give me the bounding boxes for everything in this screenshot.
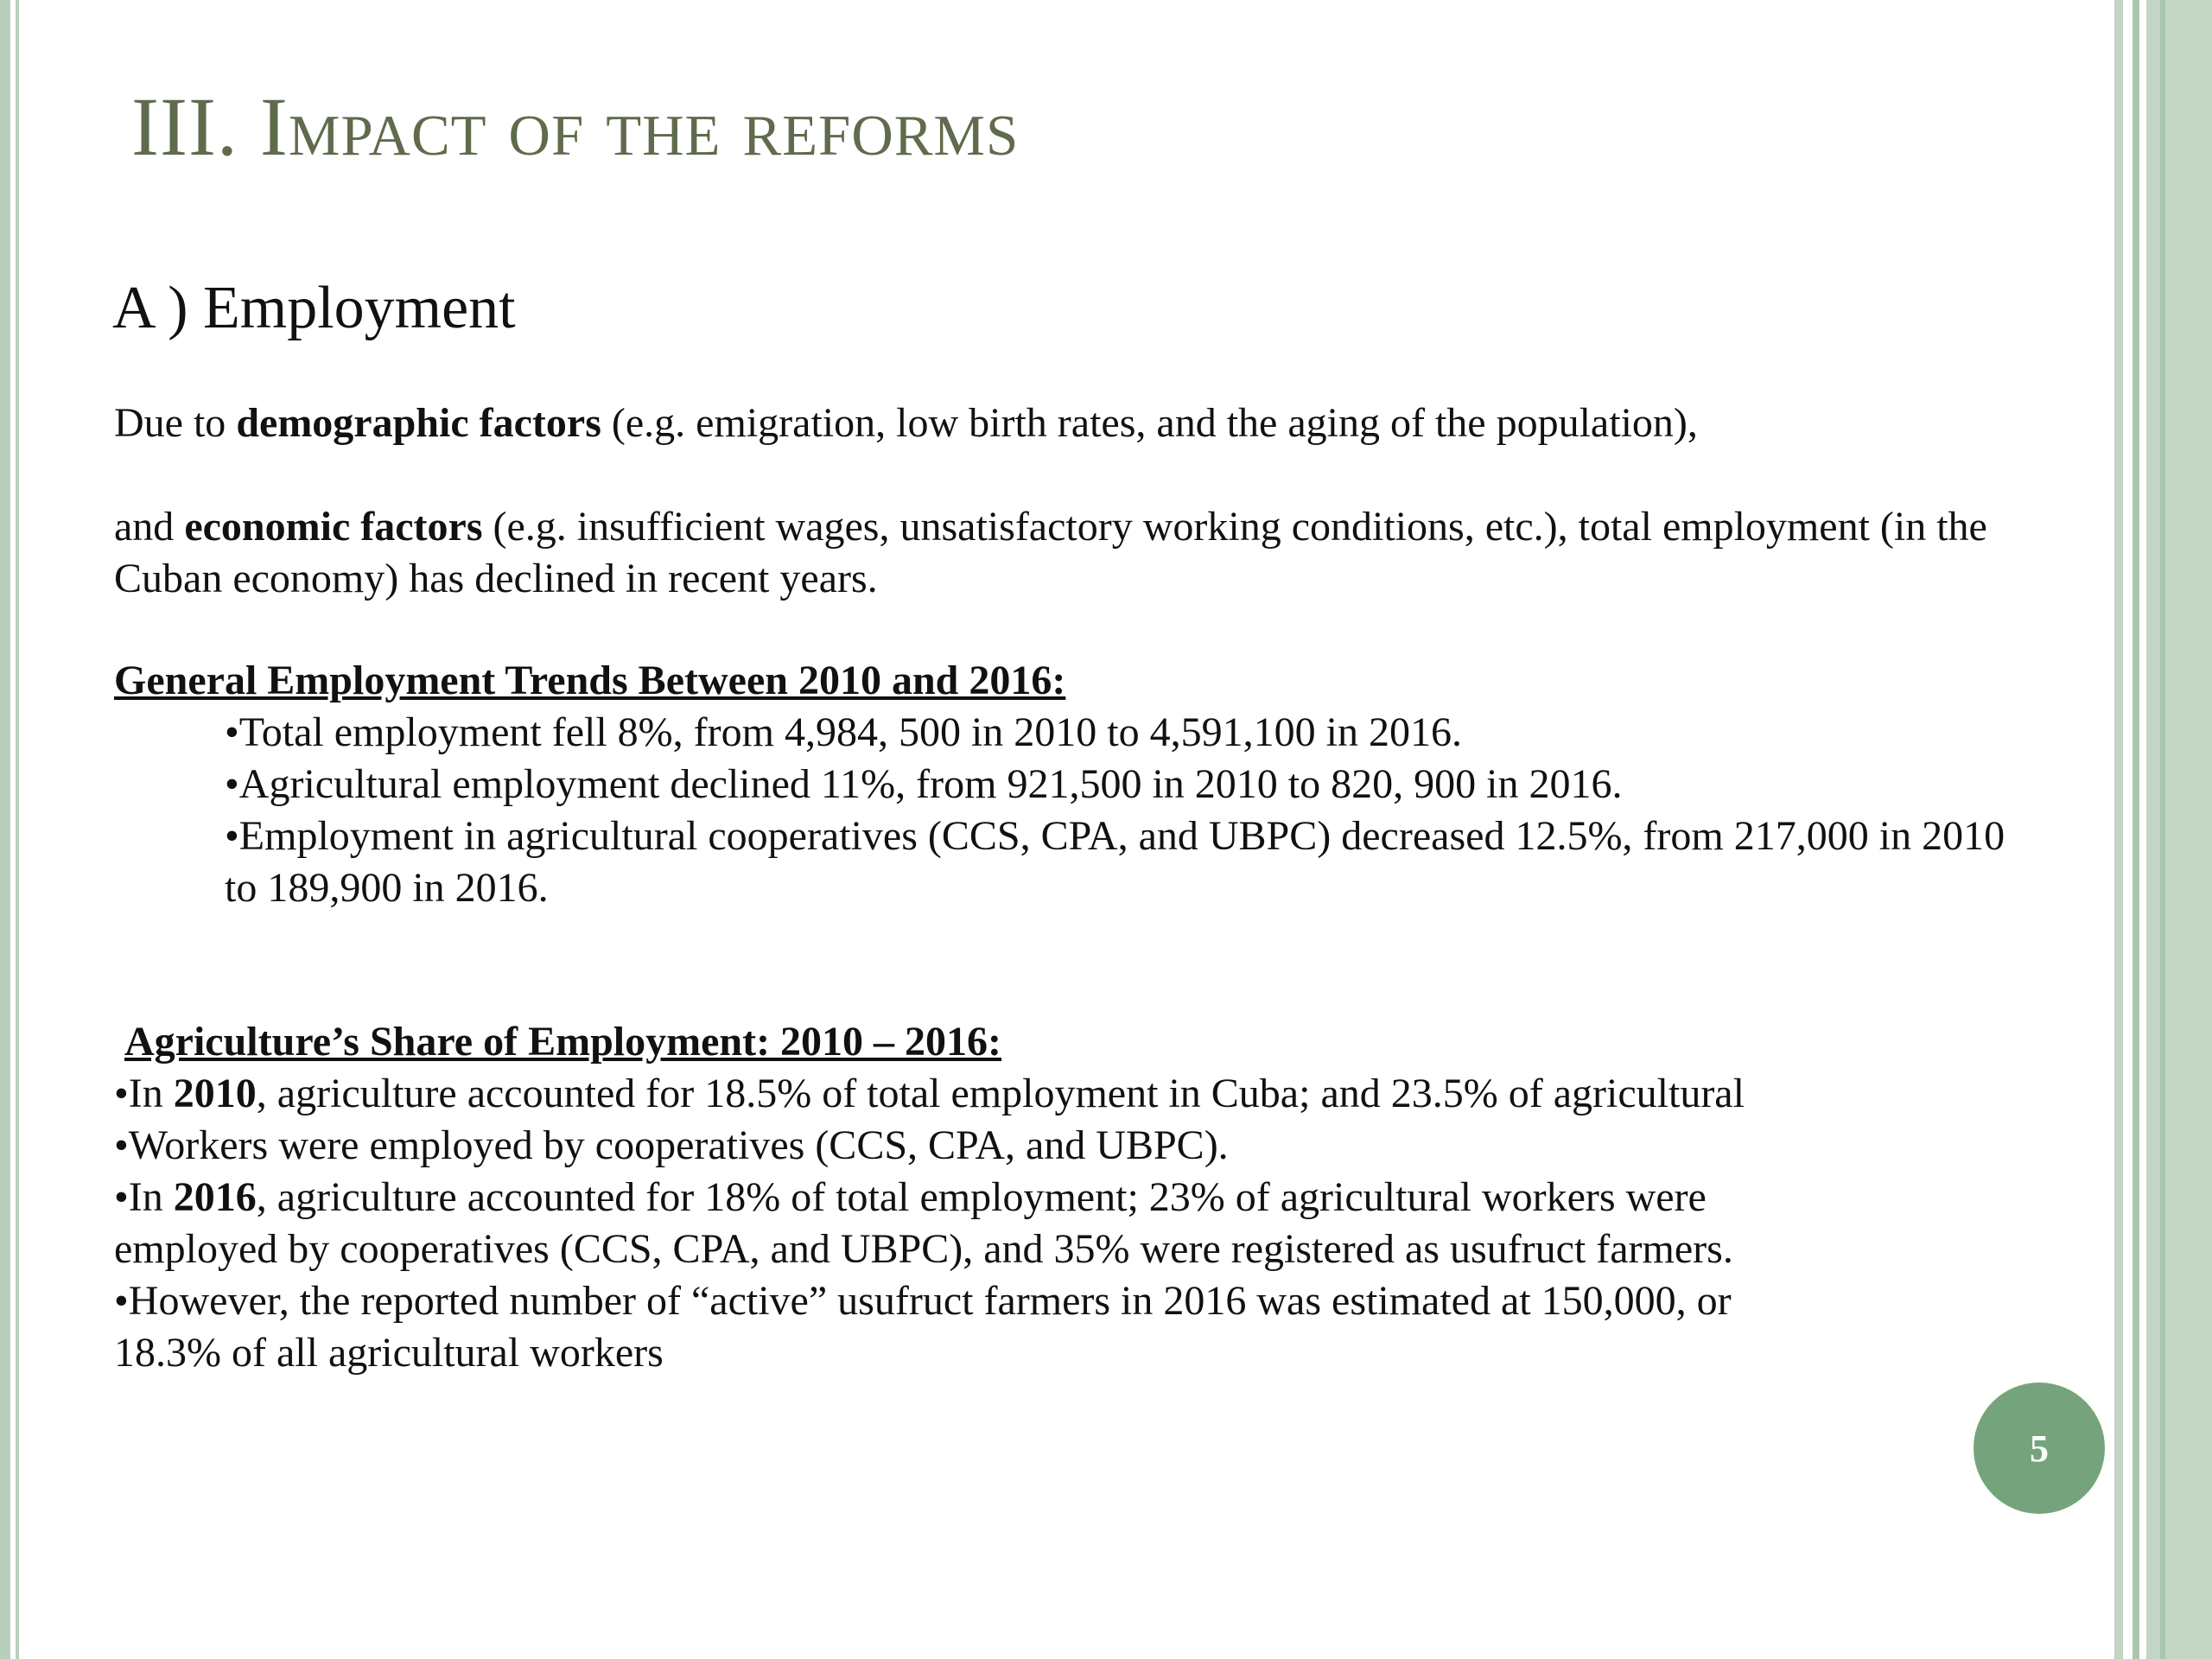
page-number-badge: 5 <box>1974 1382 2105 1514</box>
list-item: •Workers were employed by cooperatives (CCS, CPA, and UBPC). <box>114 1122 1229 1168</box>
year-2010: 2010 <box>173 1071 257 1116</box>
intro-text: (e.g. emigration, low birth rates, and the aging of the population), <box>601 400 1698 446</box>
left-border-decoration <box>0 0 10 1659</box>
section-heading: A ) Employment <box>112 275 516 341</box>
list-item: employed by cooperatives (CCS, CPA, and UBPC), and 35% were registered as usufruct farmers. <box>114 1226 1733 1272</box>
right-border-line-c <box>2160 0 2165 1659</box>
intro-text: Due to <box>114 400 237 446</box>
list-item-text: •In <box>114 1071 174 1116</box>
list-item <box>114 1172 2050 1224</box>
list-item-text: •In <box>114 1174 174 1220</box>
list-item-text: , agriculture accounted for 18.5% of total employment in Cuba; and 23.5% of agricultural <box>256 1071 1745 1116</box>
list-item: •Employment in agricultural cooperatives (CCS, CPA, and UBPC) decreased 12.5%, from 217,000 in 2010 to 189,900 in 2016. <box>225 813 2005 911</box>
right-border-line-a <box>2114 0 2123 1659</box>
right-border-line-b <box>2133 0 2139 1659</box>
left-border-line <box>16 0 19 1659</box>
list-item: 18.3% of all agricultural workers <box>114 1330 664 1376</box>
agriculture-share-heading: Agriculture’s Share of Employment: 2010 – 2016: <box>124 1019 1002 1065</box>
intro-text: (e.g. insufficient wages, unsatisfactory working conditions, etc.), total employment (in the Cuban economy) has declined in recent years. <box>114 504 1987 601</box>
intro-paragraph-demographic <box>114 397 2050 449</box>
slide-title: III. Impact of the reforms <box>131 80 1020 173</box>
intro-paragraph-economic <box>114 501 2050 605</box>
list-item <box>114 1068 2050 1120</box>
list-item-text: , agriculture accounted for 18% of total employment; 23% of agricultural workers were <box>256 1174 1707 1220</box>
intro-text: and <box>114 504 185 550</box>
list-item: •Total employment fell 8%, from 4,984, 500 in 2010 to 4,591,100 in 2016. <box>225 709 1462 755</box>
year-2016: 2016 <box>173 1174 257 1220</box>
general-trends-heading: General Employment Trends Between 2010 and 2016: <box>114 658 1066 703</box>
general-trends-list <box>225 707 2022 914</box>
agriculture-share-list <box>114 1068 2050 1379</box>
list-item: •Agricultural employment declined 11%, from 921,500 in 2010 to 820, 900 in 2016. <box>225 761 1623 807</box>
list-item: •However, the reported number of “active” usufruct farmers in 2016 was estimated at 150,000, or <box>114 1278 1732 1324</box>
intro-bold-term: economic factors <box>184 504 483 550</box>
right-border-panel <box>2146 0 2212 1659</box>
intro-bold-term: demographic factors <box>236 400 601 446</box>
